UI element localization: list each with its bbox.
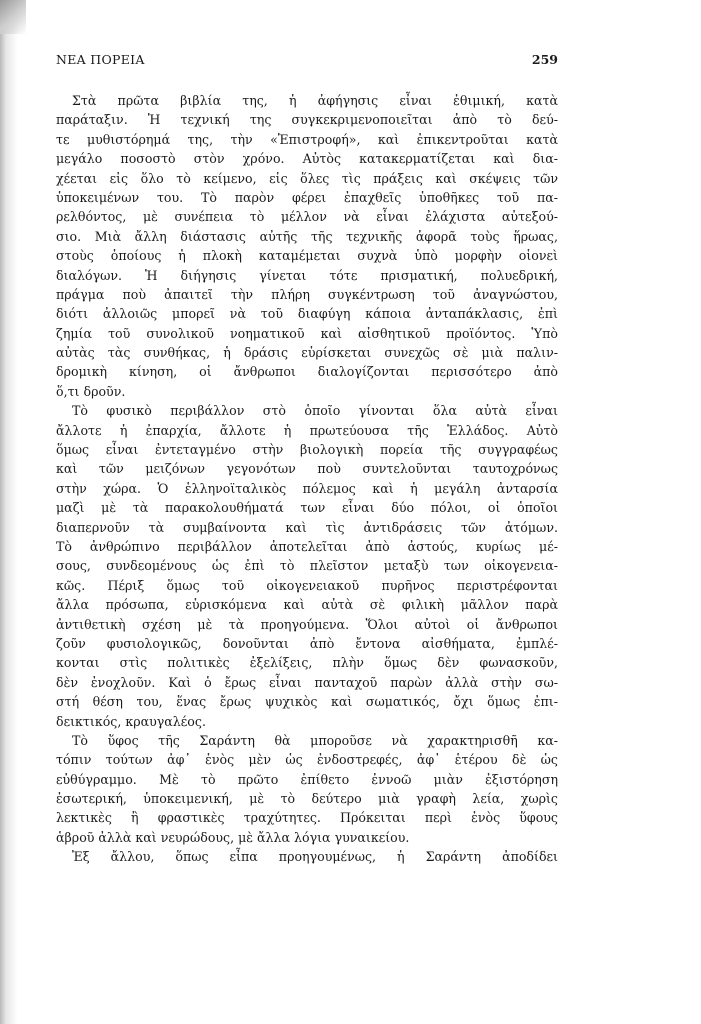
- text-line: Τὸ φυσικὸ περιβάλλον στὸ ὁποῖο γίνονται ὅλα αὐτὰ εἶναι: [72, 403, 558, 419]
- text-line: στὴν χώρα. Ὁ ἑλληνοϊταλικὸς πόλεμος καὶ ἡ μεγάλη ἀνταρσία: [56, 480, 558, 496]
- text-line: κῶς. Πέριξ ὅμως τοῦ οἰκογενειακοῦ πυρῆνος περιστρέφονται: [56, 577, 558, 593]
- text-line: ζοῦν φυσιολογικῶς, δονοῦνται ἀπὸ ἔντονα αἰσθήματα, ἐμπλέ-: [56, 635, 558, 651]
- text-line: δὲν ἐνοχλοῦν. Καὶ ὁ ἔρως εἶναι πανταχοῦ παρὼν ἀλλὰ στὴν σω-: [56, 674, 558, 690]
- text-line: στοὺς ὁποίους ἡ πλοκὴ καταμέμεται συχνὰ ὑπὸ μορφὴν οἱονεὶ: [56, 248, 558, 264]
- text-line: ἄλλα πρόσωπα, εὑρισκόμενα καὶ αὐτὰ σὲ φιλικὴ μᾶλλον παρὰ: [56, 597, 558, 613]
- text-line: μεγάλο ποσοστὸ στὸν χρόνο. Αὐτὸς κατακερματίζεται καὶ δια-: [56, 151, 558, 167]
- scan-shadow-edge: [0, 0, 18, 1024]
- scan-shadow-corner: [0, 0, 26, 34]
- text-line: χέεται εἰς ὅλο τὸ κείμενο, εἰς ὅλες τὶς πράξεις καὶ σκέψεις τῶν: [56, 170, 558, 186]
- text-line: Τὸ ἀνθρώπινο περιβάλλον ἀποτελεῖται ἀπὸ ἀστούς, κυρίως μέ-: [56, 538, 558, 554]
- text-line: τε μυθιστόρημά της, τὴν «Ἐπιστροφή», καὶ ἐπικεντροῦται κατὰ: [56, 131, 558, 147]
- text-line: ὑποκειμένων του. Τὸ παρὸν φέρει ἐπαχθεῖς ὑποθῆκες τοῦ πα-: [56, 189, 558, 205]
- text-line: καὶ τῶν μειζόνων γεγονότων ποὺ συντελοῦνται ταυτοχρόνως: [56, 461, 558, 477]
- text-line: μαζὶ μὲ τὰ παρακολουθήματά των εἶναι δύο πόλοι, οἱ ὁποῖοι: [56, 500, 558, 516]
- text-line: σους, συνδεομένους ὡς ἐπὶ τὸ πλεῖστον μεταξὺ των οἰκογενεια-: [56, 558, 558, 574]
- text-line: σιο. Μιὰ ἄλλη διάστασις αὐτῆς τῆς τεχνικῆς ἀφορᾶ τοὺς ἥρωας,: [56, 228, 558, 244]
- text-line: κονται στὶς πολιτικὲς ἐξελίξεις, πλὴν ὅμως δὲν φωνασκοῦν,: [56, 655, 558, 671]
- running-title: ΝΕΑ ΠΟΡΕΙΑ: [56, 52, 145, 67]
- text-line: ὅμως εἶναι ἐντεταγμένο στὴν βιολογικὴ πορεία τῆς συγγραφέως: [56, 442, 558, 458]
- text-line: πράγμα ποὺ ἀπαιτεῖ τὴν πλήρη συγκέντρωση τοῦ ἀναγνώστου,: [56, 286, 558, 302]
- text-line: δεικτικός, κραυγαλέος.: [56, 713, 206, 729]
- text-line: δρομικὴ κίνηση, οἱ ἄνθρωποι διαλογίζονται περισσότερο ἀπὸ: [56, 364, 558, 380]
- text-line: Τὸ ὕφος τῆς Σαράντη θὰ μποροῦσε νὰ χαρακτηρισθῆ κα-: [72, 732, 558, 748]
- text-line: παράταξιν. Ἡ τεχνική της συγκεκριμενοποιεῖται ἀπὸ τὸ δεύ-: [56, 112, 558, 128]
- text-line: ὅ,τι δροῦν.: [56, 383, 126, 399]
- text-line: εὐθύγραμμο. Μὲ τὸ πρῶτο ἐπίθετο ἐννοῶ μιὰν ἐξιστόρηση: [56, 771, 558, 787]
- text-line: ἀντιθετικὴ σχέση μὲ τὰ προηγούμενα. Ὅλοι αὐτοὶ οἱ ἄνθρωποι: [56, 616, 558, 632]
- text-line: τόπιν τούτων ἀφ᾽ ἑνὸς μὲν ὡς ἐνδοστρεφές, ἀφ᾽ ἑτέρου δὲ ὡς: [56, 752, 558, 768]
- text-line: Στὰ πρῶτα βιβλία της, ἡ ἀφήγησις εἶναι ἐθιμική, κατὰ: [72, 93, 558, 108]
- text-line: διαπερνοῦν τὰ συμβαίνοντα καὶ τὶς ἀντιδράσεις τῶν ἀτόμων.: [56, 519, 558, 535]
- text-line: ἁβροῦ ἀλλὰ καὶ νευρώδους, μὲ ἄλλα λόγια γυναικείου.: [56, 829, 410, 845]
- text-line: Ἐξ ἄλλου, ὅπως εἶπα προηγουμένως, ἡ Σαράντη ἀποδίδει: [72, 849, 558, 865]
- page-header: [56, 52, 558, 70]
- text-line: αὐτὰς τὰς συνθήκας, ἡ δράσις εὑρίσκεται συνεχῶς σὲ μιὰ παλιν-: [56, 345, 558, 361]
- text-line: ἐσωτερική, ὑποκειμενική, μὲ τὸ δεύτερο μιὰ γραφὴ λεία, χωρὶς: [56, 791, 558, 807]
- text-line: ρελθόντος, μὲ συνέπεια τὸ μέλλον νὰ εἶναι ἐλάχιστα αὐτεξού-: [56, 209, 558, 225]
- page-number: 259: [531, 52, 558, 67]
- text-line: διότι ἀλλοιῶς μπορεῖ νὰ τοῦ διαφύγη κάποια ἀνταπάκλασις, ἐπὶ: [56, 306, 558, 322]
- text-line: στή θέση του, ἕνας ἔρως ψυχικὸς καὶ σωματικός, ὄχι ὅμως ἐπι-: [56, 694, 558, 710]
- text-line: ζημία τοῦ συνολικοῦ νοηματικοῦ καὶ αἰσθητικοῦ προϊόντος. Ὑπὸ: [56, 325, 558, 341]
- text-line: διαλόγων. Ἡ διήγησις γίνεται τότε πρισματική, πολυεδρική,: [56, 267, 558, 283]
- body-text: [56, 91, 558, 867]
- text-line: λεκτικὲς ἢ φραστικὲς τραχύτητες. Πρόκειται περὶ ἑνὸς ὕφους: [56, 810, 558, 826]
- text-line: ἄλλοτε ἡ ἐπαρχία, ἄλλοτε ἡ πρωτεύουσα τῆς Ἑλλάδος. Αὐτὸ: [56, 422, 558, 438]
